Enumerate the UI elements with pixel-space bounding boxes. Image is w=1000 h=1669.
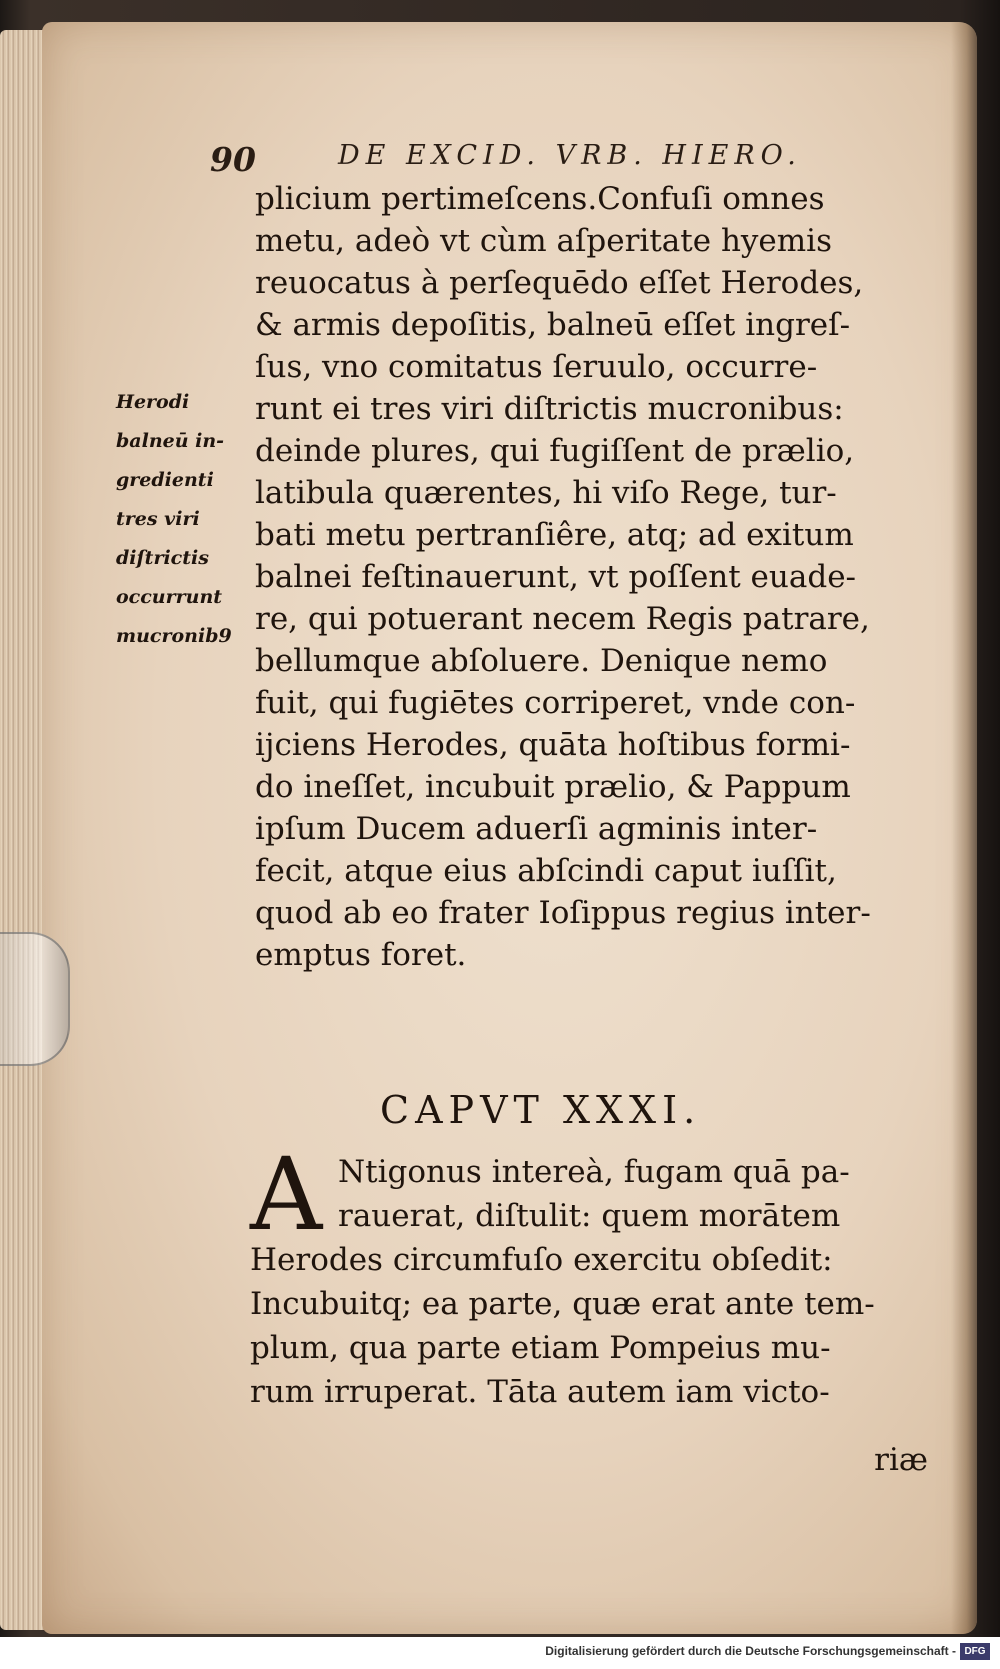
text-line: ipſum Ducem aduerſi agminis inter- (255, 811, 818, 847)
chapter-line: rum irruperat. Tāta autem iam victo- (250, 1374, 830, 1410)
text-line: fecit, atque eius abſcindi caput iuſſit, (255, 853, 837, 889)
running-title: DE EXCID. VRB. HIERO. (338, 140, 802, 171)
page-gutter-shadow (951, 22, 977, 1634)
page-number: 90 (210, 140, 256, 179)
chapter-line: rauerat, diſtulit: quem morātem (338, 1198, 841, 1234)
text-line: runt ei tres viri diſtrictis mucronibus: (255, 391, 844, 427)
funding-credit: Digitalisierung gefördert durch die Deutsche Forschungsgemeinschaft - (545, 1644, 956, 1658)
text-line: reuocatus à perſequēdo eſſet Herodes, (255, 265, 864, 301)
text-line: ſus, vno comitatus ſeruulo, occurre- (255, 349, 818, 385)
text-line: balnei feſtinauerunt, vt poſſent euade- (255, 559, 857, 595)
text-line: bellumque abſoluere. Denique nemo (255, 643, 828, 679)
text-line: metu, adeò vt cùm aſperitate hyemis (255, 223, 832, 259)
text-line: & armis depoſitis, balneū eſſet ingreſ- (255, 307, 851, 343)
chapter-heading: CAPVT XXXI. (380, 1088, 702, 1132)
text-line: bati metu pertranſiêre, atq; ad exitum (255, 517, 854, 553)
body-text (255, 178, 920, 976)
text-line: do ineſſet, incubuit prælio, & Pappum (255, 769, 851, 805)
dfg-logo: DFG (960, 1643, 990, 1660)
chapter-line: Incubuitq; ea parte, quæ erat ante tem- (250, 1286, 875, 1322)
catchword: riæ (874, 1442, 928, 1478)
text-line: ijciens Herodes, quāta hoſtibus formi- (255, 727, 851, 763)
marginal-note-line: gredienti (116, 469, 214, 491)
marginal-note-line: diſtrictis (116, 547, 209, 569)
text-line: plicium pertimeſcens.Confuſi omnes (255, 181, 825, 217)
text-line: re, qui potuerant necem Regis patrare, (255, 601, 870, 637)
marginal-note-line: occurrunt (116, 586, 223, 608)
page-clip (0, 932, 70, 1066)
footer-bar (0, 1637, 1000, 1669)
marginal-note-line: balneū in- (116, 430, 225, 452)
text-line: deinde plures, qui fugiſſent de prælio, (255, 433, 855, 469)
chapter-line: Ntigonus intereà, fugam quā pa- (338, 1154, 850, 1190)
text-line: quod ab eo frater Ioſippus regius inter- (255, 895, 871, 931)
page-header (210, 140, 900, 180)
marginal-note (116, 383, 256, 656)
text-line: emptus foret. (255, 937, 467, 973)
chapter-line: plum, qua parte etiam Pompeius mu- (250, 1330, 831, 1366)
marginal-note-line: Herodi (116, 391, 190, 413)
chapter-text (250, 1136, 920, 1414)
marginal-note-line: tres viri (116, 508, 200, 530)
marginal-note-line: mucronib9 (116, 625, 232, 647)
chapter-line: Herodes circumfuſo exercitu obſedit: (250, 1242, 833, 1278)
text-line: latibula quærentes, hi viſo Rege, tur- (255, 475, 837, 511)
text-line: fuit, qui fugiētes corriperet, vnde con- (255, 685, 856, 721)
drop-cap-initial: A (250, 1136, 323, 1253)
